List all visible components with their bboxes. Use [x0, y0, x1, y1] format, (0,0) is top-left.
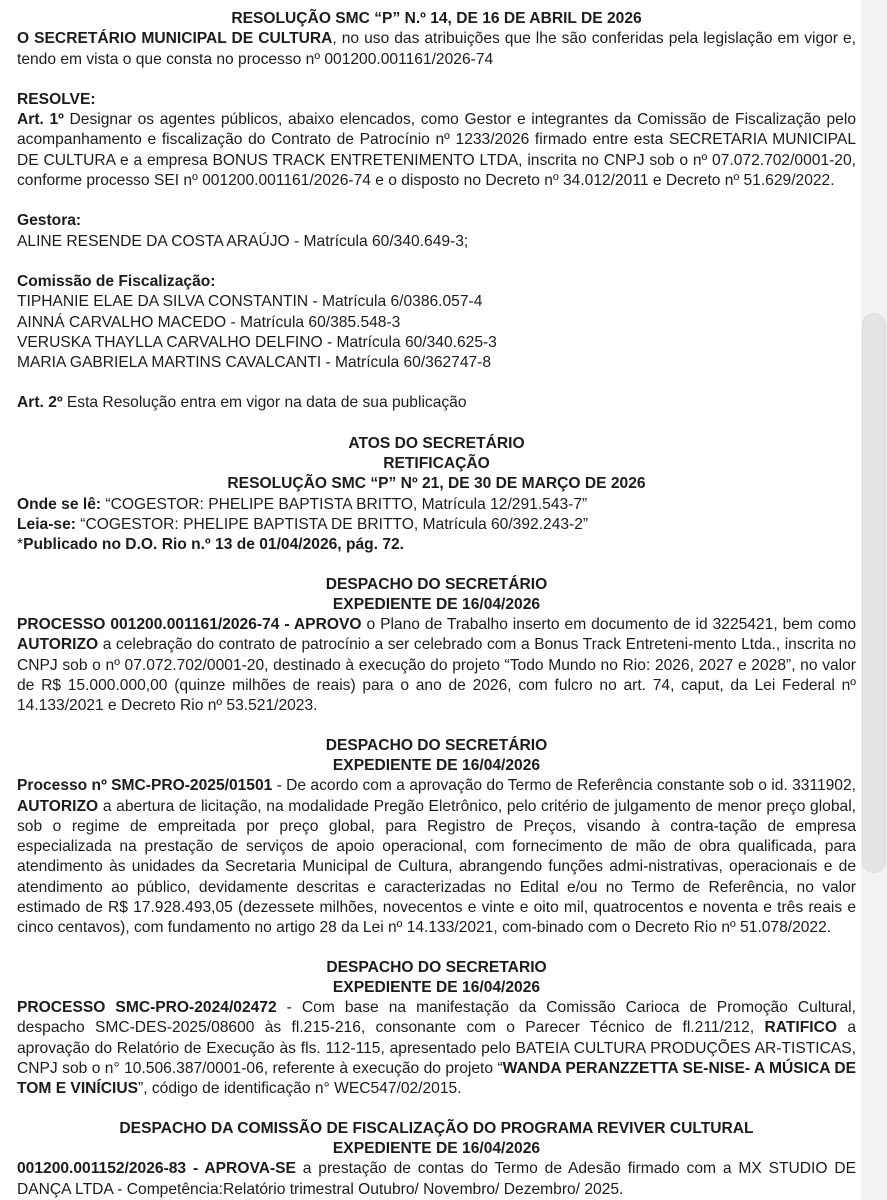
article-1-label: Art. 1º — [17, 111, 64, 129]
leia-se: Leia-se: “COGESTOR: PHELIPE BAPTISTA DE BRITTO, Matrícula 60/392.243-2” — [17, 515, 589, 533]
article-2 — [17, 393, 856, 413]
article-2-label: Art. 2º — [17, 394, 63, 412]
intro-text: , no uso das atribuições que lhe são conferidas pela legislação em vigor e, tendo em vista o que consta no processo nº 001200.001161/2026-74 — [17, 30, 857, 68]
retificacao-heading: RETIFICAÇÃO — [383, 455, 490, 473]
comissao-member: MARIA GABRIELA MARTINS CAVALCANTI - Matrícula 60/362747-8 — [17, 354, 492, 372]
onde-se-le: Onde se lê: “COGESTOR: PHELIPE BAPTISTA BRITTO, Matrícula 12/291.543-7” — [17, 495, 588, 513]
resolution-title: RESOLUÇÃO SMC “P” N.º 14, DE 16 DE ABRIL DE 2026 — [231, 10, 642, 27]
article-1-text: Designar os agentes públicos, abaixo elencados, como Gestor e integrantes da Comissão de Fiscalização pelo acompanhamento e fiscalização do Contrato de Patrocínio nº 1233/2026 firmado entre esta SECRETARIA MUNICIPAL DE CULTURA e a empresa BONUS TRACK ENTRETENIMENTO LTDA, inscrita no CNPJ sob o nº 07.072.702/0001-20, conforme processo SEI nº 001200.001161/2026-74 e o disposto no Decreto nº 34.012/2011 e Decreto nº 51.629/2022. — [17, 111, 856, 190]
resolution-intro — [17, 29, 856, 70]
comissao-member: VERUSKA THAYLLA CARVALHO DELFINO - Matrícula 60/340.625-3 — [17, 333, 497, 351]
despacho-3-body: PROCESSO SMC-PRO-2024/02472 - Com base na manifestação da Comissão Carioca de Promoção Cultural, despacho SMC-DES-2025/08600 às fl.215-216, consonante com o Parecer Técnico de fl.211/212, RATIFICO a aprovação do Relatório de Execução às fls. 112-115, apresentado pelo BATEIA CULTURA PRODUÇÕES AR-TISTICAS, CNPJ sob o n° 10.506.387/0001-06, referente à execução do projeto “WANDA PERANZZETTA SE-NISE- A MÚSICA DE TOM E VINÍCIUS”, código de identificação n° WEC547/02/2015. — [17, 999, 856, 1098]
despacho-4-heading: DESPACHO DA COMISSÃO DE FISCALIZAÇÃO DO PROGRAMA REVIVER CULTURAL — [119, 1119, 754, 1137]
article-1 — [17, 110, 856, 191]
despacho-3-date: EXPEDIENTE DE 16/04/2026 — [332, 978, 541, 996]
resolve-label: RESOLVE: — [17, 90, 96, 108]
despacho-1-date: EXPEDIENTE DE 16/04/2026 — [332, 595, 541, 613]
intro-bold: O SECRETÁRIO MUNICIPAL DE CULTURA — [17, 30, 333, 48]
despacho-1-body: PROCESSO 001200.001161/2026-74 - APROVO o Plano de Trabalho inserto em documento de id 3225421, bem como AUTORIZO a celebração do contrato de patrocínio a ser celebrado com a Bonus Track Entreteni-mento Ltda., inscrita no CNPJ sob o nº 07.072.702/0001-20, destinado à execução do projeto “Todo Mundo no Rio: 2026, 2027 e 2028”, no valor de R$ 15.000.000,00 (quinze milhões de reais) para o ano de 2026, com fulcro no art. 74, caput, da Lei Federal nº 14.133/2021 e Decreto Rio nº 53.521/2023. — [17, 616, 856, 715]
despacho-1-heading: DESPACHO DO SECRETÁRIO — [325, 575, 548, 593]
scrollbar-thumb[interactable] — [862, 313, 886, 873]
comissao-label: Comissão de Fiscalização: — [17, 272, 216, 290]
atos-heading: ATOS DO SECRETÁRIO — [348, 434, 525, 452]
despacho-4-date: EXPEDIENTE DE 16/04/2026 — [332, 1139, 541, 1157]
comissao-member: AINNÁ CARVALHO MACEDO - Matrícula 60/385.548-3 — [17, 313, 401, 331]
despacho-3-heading: DESPACHO DO SECRETARIO — [326, 958, 547, 976]
gestora-label: Gestora: — [17, 212, 82, 230]
comissao-member: TIPHANIE ELAE DA SILVA CONSTANTIN - Matrícula 6/0386.057-4 — [17, 293, 483, 311]
despacho-2-body: Processo nº SMC-PRO-2025/01501 - De acordo com a aprovação do Termo de Referência constante sob o id. 3311902, AUTORIZO a abertura de licitação, na modalidade Pregão Eletrônico, pelo critério de julgamento de menor preço global, sob o regime de empreitada por preço global, para Registro de Preços, visando à contra-tação de empresa especializada na prestação de serviços de apoio operacional, com fornecimento de mão de obra qualificada, para atendimento às unidades da Secretaria Municipal de Cultura, abrangendo funções admi-nistrativas, operacionais e de atendimento ao público, devidamente descritas e caracterizadas no Edital e/ou no Termo de Referência, no valor estimado de R$ 17.928.493,05 (dezessete milhões, novecentos e vinte e oito mil, quatrocentos e noventa e três reais e cinco centavos), com fundamento no artigo 28 da Lei nº 14.133/2021, com-binado com o Decreto Rio nº 51.078/2022. — [17, 777, 856, 937]
gestora-name: ALINE RESENDE DA COSTA ARAÚJO - Matrícula 60/340.649-3; — [17, 232, 469, 250]
article-2-text: Esta Resolução entra em vigor na data de sua publicação — [62, 394, 467, 412]
despacho-4-body: 001200.001152/2026-83 - APROVA-SE a prestação de contas do Termo de Adesão firmado com a MX STUDIO DE DANÇA LTDA - Competência:Relatório trimestral Outubro/ Novembro/ Dezembro/ 2025. — [17, 1160, 856, 1198]
publication-note: *Publicado no D.O. Rio n.º 13 de 01/04/2026, pág. 72. — [17, 536, 405, 554]
document-page — [17, 9, 856, 1200]
retificacao-resolution-title: RESOLUÇÃO SMC “P” Nº 21, DE 30 DE MARÇO DE 2026 — [227, 475, 646, 493]
despacho-2-date: EXPEDIENTE DE 16/04/2026 — [332, 756, 541, 774]
despacho-2-heading: DESPACHO DO SECRETÁRIO — [325, 736, 548, 754]
